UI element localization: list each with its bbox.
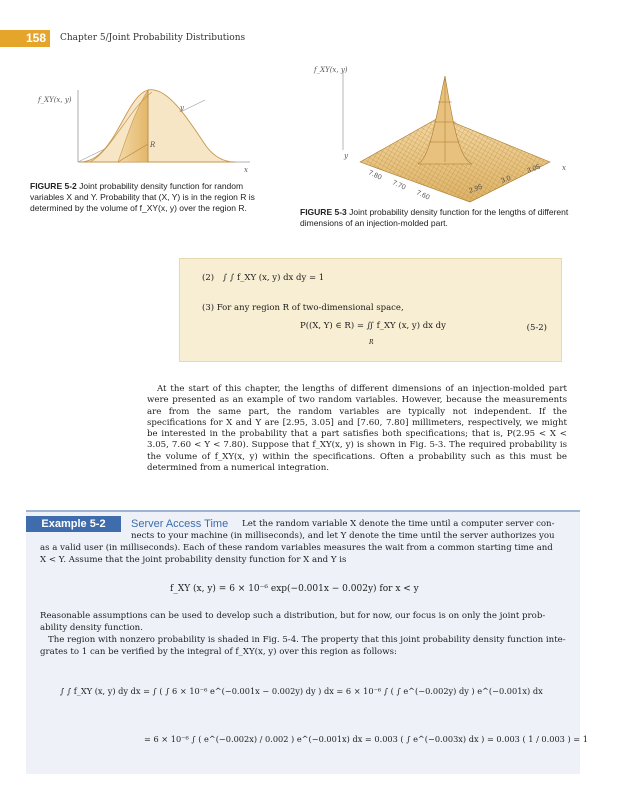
example-intro-line: X < Y. Assume that the joint probability density function for X and Y is xyxy=(40,555,347,565)
example-intro-line: Let the random variable X denote the time until a computer server con- xyxy=(242,519,555,529)
joint-pdf-properties-box xyxy=(179,258,562,362)
example-intro-line: as a valid user (in milliseconds). Each of these random variables measures the wait from a common starting time and xyxy=(40,543,553,553)
example-para-line: Reasonable assumptions can be used to develop such a distribution, but for now, our focus is on only the joint prob- xyxy=(40,611,546,621)
fig2-caption-label: FIGURE 5-2 xyxy=(30,181,77,191)
integral-equation-line-1: ∫ ∫ f_XY (x, y) dy dx = ∫ ( ∫ 6 × 10⁻⁶ e^(−0.001x − 0.002y) dy ) dx = 6 × 10⁻⁶ ∫ ( ∫ e^(−0.002y) dy ) e^(−0.001x) dx xyxy=(60,686,543,696)
property-2-number: (2) xyxy=(202,273,215,283)
fig3-x-tick: 3.0 xyxy=(500,174,512,185)
fig3-y-letter: y xyxy=(344,152,348,160)
figure-5-3-caption xyxy=(300,207,570,229)
figure-5-2-plot xyxy=(30,82,270,182)
fig3-caption-text: Joint probability density function for the lengths of different dimensions of an injection-molded part. xyxy=(300,207,569,228)
example-title: Server Access Time xyxy=(131,518,229,530)
example-intro-line: nects to your machine (in milliseconds), and let Y denote the time until the server authorizes you xyxy=(131,531,555,541)
fig3-caption-label: FIGURE 5-3 xyxy=(300,207,347,217)
fig2-z-label: f_XY(x, y) xyxy=(38,96,72,104)
property-2 xyxy=(202,273,324,283)
integral-equation-line-2: = 6 × 10⁻⁶ ∫ ( e^(−0.002x) / 0.002 ) e^(−0.001x) dx = 0.003 ( ∫ e^(−0.003x) dx ) = 0.003 ( 1 / 0.003 ) = 1 xyxy=(144,734,588,744)
fig3-y-tick: 7.70 xyxy=(391,179,407,192)
fig3-y-tick: 7.80 xyxy=(367,169,383,182)
figure-5-2-caption xyxy=(30,181,270,214)
fig3-z-label: f_XY(x, y) xyxy=(314,66,348,74)
example-para-line: grates to 1 can be verified by the integral of f_XY(x, y) over this region as follows: xyxy=(40,647,397,657)
property-3-text: (3) For any region R of two-dimensional space, xyxy=(202,303,404,313)
equation-number: (5-2) xyxy=(526,323,547,333)
body-paragraph: At the start of this chapter, the lengths of different dimensions of an injection-molded part were presented as an example of two random variables. However, because the measurements are from the same part, the random variables are typically not independent. If the specifications for X and Y are [2.95, 3.05] and [7.60, 7.80] millimeters, respectively, we might be interested in the probability that a part satisfies both specifications; that is, P(2.95 < X < 3.05, 7.60 < Y < 7.80). Suppose that f_XY(x, y) is shown in Fig. 5-3. The required probability is the volume of f_XY(x, y) within the specifications. Often a probability such as this must be determined from a numerical integration. xyxy=(147,384,567,474)
fig3-x-tick: 2.95 xyxy=(468,183,484,195)
page-number: 158 xyxy=(0,30,50,47)
example-para-line: The region with nonzero probability is shaded in Fig. 5-4. The property that this joint probability density function inte- xyxy=(48,635,566,645)
fig2-caption-text: Joint probability density function for random variables X and Y. Probability that (X, Y) is in the region R is determined by the volume of f_XY(x, y) over the region R. xyxy=(30,181,255,213)
property-3-region: R xyxy=(369,339,374,346)
chapter-title: Chapter 5/Joint Probability Distributions xyxy=(60,33,246,43)
fig3-x-letter: x xyxy=(562,164,566,172)
fig3-y-tick: 7.60 xyxy=(415,189,431,202)
example-badge: Example 5-2 xyxy=(26,516,121,532)
density-equation: f_XY (x, y) = 6 × 10⁻⁶ exp(−0.001x − 0.002y) for x < y xyxy=(170,584,419,594)
fig3-x-tick: 3.05 xyxy=(526,163,542,175)
fig2-y-label: y xyxy=(180,104,184,112)
property-2-equation: ∫ ∫ f_XY (x, y) dx dy = 1 xyxy=(222,273,325,283)
fig2-x-label: x xyxy=(244,166,248,174)
property-3-equation: P((X, Y) ∈ R) = ∬ f_XY (x, y) dx dy xyxy=(300,321,446,331)
example-para-line: ability density function. xyxy=(40,623,143,633)
figure-5-3-plot xyxy=(300,62,580,207)
fig2-region-label: R xyxy=(150,141,156,149)
